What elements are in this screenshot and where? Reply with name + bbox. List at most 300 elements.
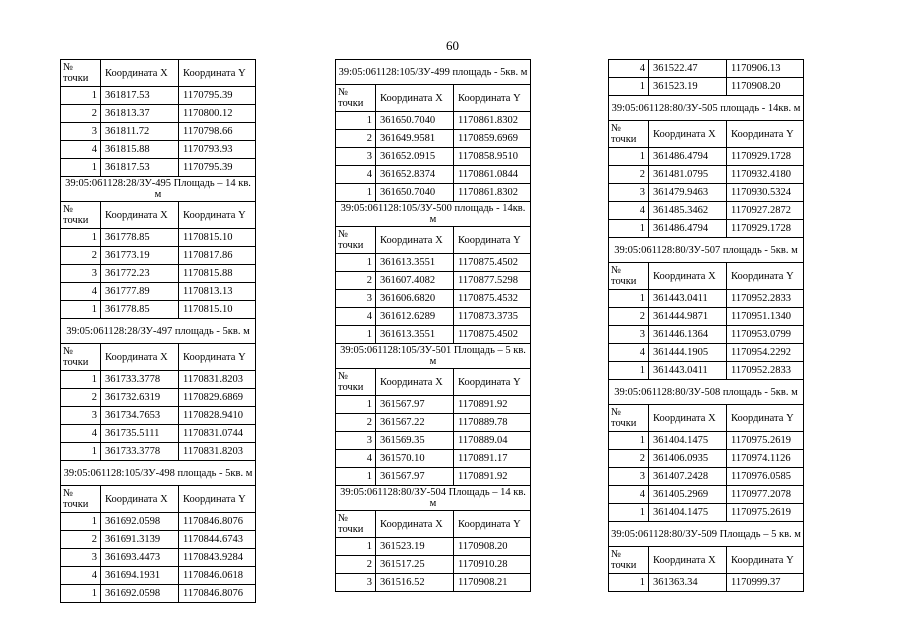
coordinate-y: 1170951.1340	[727, 308, 804, 326]
table-row	[336, 326, 531, 344]
point-number: 4	[609, 486, 649, 504]
header-coordinate-x: Координата X	[101, 202, 179, 229]
header-point-number: № точки	[61, 344, 101, 371]
coordinate-x: 361444.9871	[649, 308, 727, 326]
coordinate-y: 1170831.0744	[179, 425, 256, 443]
coordinate-x: 361778.85	[101, 229, 179, 247]
coordinate-x: 361650.7040	[376, 184, 454, 202]
coordinate-x: 361692.0598	[101, 513, 179, 531]
point-number: 2	[336, 414, 376, 432]
point-number: 4	[61, 141, 101, 159]
table-row	[61, 531, 256, 549]
header-coordinate-x: Координата X	[376, 369, 454, 396]
table-row	[336, 468, 531, 486]
header-coordinate-x: Координата X	[376, 85, 454, 112]
coordinate-x: 361570.10	[376, 450, 454, 468]
table-row	[61, 371, 256, 389]
coordinate-x: 361650.7040	[376, 112, 454, 130]
point-number: 3	[336, 290, 376, 308]
coordinate-y: 1170859.6969	[454, 130, 531, 148]
table-row	[336, 538, 531, 556]
table-row	[609, 290, 804, 308]
header-point-number: № точки	[61, 486, 101, 513]
header-coordinate-y: Координата Y	[454, 85, 531, 112]
header-coordinate-y: Координата Y	[179, 486, 256, 513]
table-row	[336, 396, 531, 414]
point-number: 1	[336, 326, 376, 344]
table-row	[609, 574, 804, 592]
table-row	[609, 60, 804, 78]
table-row	[336, 254, 531, 272]
point-number: 1	[609, 78, 649, 96]
coordinate-x: 361652.0915	[376, 148, 454, 166]
coordinate-y: 1170929.1728	[727, 148, 804, 166]
point-number: 1	[61, 159, 101, 177]
point-number: 1	[609, 504, 649, 522]
plot-title-row	[61, 319, 256, 344]
point-number: 1	[336, 184, 376, 202]
coordinate-x: 361569.35	[376, 432, 454, 450]
plot-title-row	[609, 238, 804, 263]
point-number: 1	[61, 87, 101, 105]
header-point-number: № точки	[61, 60, 101, 87]
plot-title: 39:05:061128:80/ЗУ-504 Площадь – 14 кв. м	[336, 486, 531, 511]
coordinate-y: 1170846.0618	[179, 567, 256, 585]
point-number: 3	[336, 432, 376, 450]
point-number: 1	[336, 254, 376, 272]
table-row	[336, 432, 531, 450]
coordinate-x: 361732.6319	[101, 389, 179, 407]
coordinate-x: 361733.3778	[101, 371, 179, 389]
coordinate-y: 1170798.66	[179, 123, 256, 141]
page-number: 60	[446, 38, 459, 53]
coordinate-y: 1170977.2078	[727, 486, 804, 504]
coordinate-y: 1170891.17	[454, 450, 531, 468]
table-row	[336, 184, 531, 202]
point-number: 2	[61, 389, 101, 407]
table-row	[61, 585, 256, 603]
coordinate-y: 1170908.20	[727, 78, 804, 96]
coordinate-x: 361649.9581	[376, 130, 454, 148]
plot-title: 39:05:061128:80/ЗУ-509 Площадь – 5 кв. м	[609, 522, 804, 547]
point-number: 3	[609, 468, 649, 486]
coordinate-y: 1170930.5324	[727, 184, 804, 202]
coordinate-y: 1170843.9284	[179, 549, 256, 567]
plot-title: 39:05:061128:80/ЗУ-508 площадь - 5кв. м	[609, 380, 804, 405]
point-number: 1	[61, 371, 101, 389]
header-coordinate-x: Координата X	[376, 511, 454, 538]
header-coordinate-x: Координата X	[649, 263, 727, 290]
coordinates-column-right	[608, 59, 804, 592]
table-row	[336, 450, 531, 468]
header-coordinate-y: Координата Y	[454, 369, 531, 396]
point-number: 1	[61, 443, 101, 461]
coordinate-y: 1170800.12	[179, 105, 256, 123]
coordinate-y: 1170910.28	[454, 556, 531, 574]
coordinate-x: 361567.22	[376, 414, 454, 432]
coordinate-y: 1170844.6743	[179, 531, 256, 549]
point-number: 3	[61, 123, 101, 141]
header-coordinate-y: Координата Y	[727, 405, 804, 432]
coordinate-y: 1170891.92	[454, 396, 531, 414]
plot-title: 39:05:061128:80/ЗУ-507 площадь - 5кв. м	[609, 238, 804, 263]
point-number: 4	[61, 567, 101, 585]
point-number: 4	[336, 308, 376, 326]
plot-title-row	[336, 60, 531, 85]
coordinate-x: 361444.1905	[649, 344, 727, 362]
coordinate-y: 1170861.8302	[454, 184, 531, 202]
point-number: 1	[61, 229, 101, 247]
table-header-row	[61, 486, 256, 513]
table-header-row	[336, 511, 531, 538]
table-row	[609, 78, 804, 96]
coordinate-y: 1170975.2619	[727, 432, 804, 450]
coordinate-y: 1170793.93	[179, 141, 256, 159]
coordinates-column-left	[60, 59, 256, 603]
coordinate-y: 1170889.78	[454, 414, 531, 432]
plot-title: 39:05:061128:105/ЗУ-499 площадь - 5кв. м	[336, 60, 531, 85]
header-coordinate-y: Координата Y	[454, 511, 531, 538]
coordinate-y: 1170815.88	[179, 265, 256, 283]
table-row	[61, 549, 256, 567]
header-coordinate-x: Координата X	[101, 344, 179, 371]
header-coordinate-x: Координата X	[101, 60, 179, 87]
coordinate-x: 361606.6820	[376, 290, 454, 308]
point-number: 4	[336, 450, 376, 468]
point-number: 3	[336, 148, 376, 166]
coordinate-x: 361407.2428	[649, 468, 727, 486]
coordinate-x: 361523.19	[376, 538, 454, 556]
plot-title: 39:05:061128:28/ЗУ-497 площадь - 5кв. м	[61, 319, 256, 344]
table-row	[336, 166, 531, 184]
coordinate-y: 1170927.2872	[727, 202, 804, 220]
coordinate-x: 361479.9463	[649, 184, 727, 202]
table-row	[609, 344, 804, 362]
point-number: 1	[336, 396, 376, 414]
coordinate-y: 1170861.8302	[454, 112, 531, 130]
table-row	[336, 290, 531, 308]
table-row	[61, 159, 256, 177]
plot-title: 39:05:061128:105/ЗУ-501 Площадь – 5 кв. м	[336, 344, 531, 369]
coordinate-x: 361522.47	[649, 60, 727, 78]
header-point-number: № точки	[609, 121, 649, 148]
coordinate-x: 361733.3778	[101, 443, 179, 461]
point-number: 4	[609, 202, 649, 220]
table-row	[61, 389, 256, 407]
point-number: 4	[61, 425, 101, 443]
coordinate-y: 1170975.2619	[727, 504, 804, 522]
coordinate-y: 1170795.39	[179, 87, 256, 105]
table-row	[609, 450, 804, 468]
table-row	[609, 184, 804, 202]
coordinate-y: 1170877.5298	[454, 272, 531, 290]
point-number: 3	[609, 184, 649, 202]
table-row	[61, 141, 256, 159]
coordinate-y: 1170846.8076	[179, 585, 256, 603]
coordinate-x: 361523.19	[649, 78, 727, 96]
table-row	[336, 308, 531, 326]
point-number: 1	[609, 290, 649, 308]
table-header-row	[336, 227, 531, 254]
plot-title: 39:05:061128:28/ЗУ-495 Площадь – 14 кв. м	[61, 177, 256, 202]
header-point-number: № точки	[336, 85, 376, 112]
coordinate-y: 1170829.6869	[179, 389, 256, 407]
coordinate-y: 1170817.86	[179, 247, 256, 265]
header-coordinate-y: Координата Y	[179, 202, 256, 229]
coordinate-y: 1170952.2833	[727, 362, 804, 380]
table-header-row	[336, 369, 531, 396]
header-coordinate-x: Координата X	[649, 121, 727, 148]
table-row	[336, 272, 531, 290]
header-coordinate-x: Координата X	[649, 405, 727, 432]
coordinate-y: 1170974.1126	[727, 450, 804, 468]
header-coordinate-y: Координата Y	[179, 344, 256, 371]
table-header-row	[61, 60, 256, 87]
coordinate-x: 361567.97	[376, 468, 454, 486]
table-row	[61, 87, 256, 105]
point-number: 2	[61, 105, 101, 123]
plot-title-row	[609, 380, 804, 405]
coordinate-x: 361517.25	[376, 556, 454, 574]
coordinate-x: 361486.4794	[649, 220, 727, 238]
point-number: 3	[336, 574, 376, 592]
table-header-row	[609, 121, 804, 148]
coordinates-column-middle	[335, 59, 531, 592]
table-row	[336, 130, 531, 148]
header-coordinate-y: Координата Y	[727, 263, 804, 290]
table-header-row	[609, 405, 804, 432]
point-number: 2	[61, 247, 101, 265]
coordinate-y: 1170831.8203	[179, 443, 256, 461]
table-row	[609, 486, 804, 504]
plot-title-row	[336, 202, 531, 227]
point-number: 2	[609, 450, 649, 468]
point-number: 4	[609, 60, 649, 78]
coordinate-x: 361404.1475	[649, 432, 727, 450]
table-header-row	[336, 85, 531, 112]
coordinate-y: 1170815.10	[179, 229, 256, 247]
coordinate-y: 1170976.0585	[727, 468, 804, 486]
coordinate-y: 1170813.13	[179, 283, 256, 301]
coordinate-x: 361443.0411	[649, 362, 727, 380]
point-number: 1	[609, 432, 649, 450]
table-row	[61, 513, 256, 531]
coordinate-x: 361811.72	[101, 123, 179, 141]
point-number: 2	[336, 556, 376, 574]
point-number: 4	[609, 344, 649, 362]
point-number: 1	[609, 362, 649, 380]
table-row	[61, 265, 256, 283]
table-header-row	[609, 547, 804, 574]
coordinate-x: 361773.19	[101, 247, 179, 265]
coordinate-x: 361817.53	[101, 87, 179, 105]
header-point-number: № точки	[336, 227, 376, 254]
point-number: 3	[61, 407, 101, 425]
point-number: 2	[336, 272, 376, 290]
table-row	[61, 301, 256, 319]
point-number: 1	[336, 468, 376, 486]
coordinate-y: 1170906.13	[727, 60, 804, 78]
coordinate-x: 361404.1475	[649, 504, 727, 522]
point-number: 1	[609, 220, 649, 238]
coordinate-y: 1170861.0844	[454, 166, 531, 184]
table-row	[609, 166, 804, 184]
coordinate-x: 361815.88	[101, 141, 179, 159]
coordinate-x: 361694.1931	[101, 567, 179, 585]
coordinate-x: 361405.2969	[649, 486, 727, 504]
point-number: 4	[336, 166, 376, 184]
header-coordinate-y: Координата Y	[179, 60, 256, 87]
plot-title-row	[336, 486, 531, 511]
table-header-row	[609, 263, 804, 290]
table-row	[61, 443, 256, 461]
coordinate-y: 1170828.9410	[179, 407, 256, 425]
coordinate-y: 1170873.3735	[454, 308, 531, 326]
table-row	[336, 414, 531, 432]
point-number: 1	[609, 148, 649, 166]
table-row	[336, 148, 531, 166]
header-coordinate-y: Координата Y	[727, 121, 804, 148]
coordinates-table	[608, 59, 804, 592]
header-coordinate-y: Координата Y	[727, 547, 804, 574]
plot-title: 39:05:061128:105/ЗУ-500 площадь - 14кв. м	[336, 202, 531, 227]
coordinate-y: 1170932.4180	[727, 166, 804, 184]
table-header-row	[61, 202, 256, 229]
table-row	[609, 202, 804, 220]
point-number: 1	[336, 538, 376, 556]
header-point-number: № точки	[609, 547, 649, 574]
plot-title: 39:05:061128:105/ЗУ-498 площадь - 5кв. м	[61, 461, 256, 486]
header-point-number: № точки	[609, 405, 649, 432]
plot-title-row	[61, 177, 256, 202]
point-number: 3	[61, 265, 101, 283]
plot-title-row	[336, 344, 531, 369]
coordinate-y: 1170952.2833	[727, 290, 804, 308]
coordinate-x: 361772.23	[101, 265, 179, 283]
header-point-number: № точки	[336, 369, 376, 396]
coordinate-y: 1170889.04	[454, 432, 531, 450]
coordinate-x: 361613.3551	[376, 254, 454, 272]
header-coordinate-x: Координата X	[101, 486, 179, 513]
coordinate-y: 1170953.0799	[727, 326, 804, 344]
table-header-row	[61, 344, 256, 371]
coordinates-table	[60, 59, 256, 603]
point-number: 1	[61, 585, 101, 603]
table-row	[609, 308, 804, 326]
coordinate-y: 1170875.4532	[454, 290, 531, 308]
table-row	[609, 362, 804, 380]
header-coordinate-x: Координата X	[376, 227, 454, 254]
point-number: 2	[61, 531, 101, 549]
table-row	[609, 148, 804, 166]
point-number: 3	[61, 549, 101, 567]
coordinate-y: 1170954.2292	[727, 344, 804, 362]
point-number: 1	[61, 301, 101, 319]
coordinate-x: 361516.52	[376, 574, 454, 592]
coordinate-y: 1170846.8076	[179, 513, 256, 531]
coordinate-x: 361692.0598	[101, 585, 179, 603]
coordinate-x: 361486.4794	[649, 148, 727, 166]
coordinate-x: 361813.37	[101, 105, 179, 123]
table-row	[61, 283, 256, 301]
table-row	[61, 247, 256, 265]
coordinate-y: 1170908.21	[454, 574, 531, 592]
coordinate-x: 361607.4082	[376, 272, 454, 290]
point-number: 2	[609, 166, 649, 184]
plot-title-row	[609, 522, 804, 547]
table-row	[61, 123, 256, 141]
header-point-number: № точки	[336, 511, 376, 538]
coordinate-y: 1170858.9510	[454, 148, 531, 166]
point-number: 4	[61, 283, 101, 301]
header-point-number: № точки	[609, 263, 649, 290]
coordinate-x: 361693.4473	[101, 549, 179, 567]
coordinate-x: 361613.3551	[376, 326, 454, 344]
coordinate-x: 361691.3139	[101, 531, 179, 549]
point-number: 1	[609, 574, 649, 592]
header-coordinate-y: Координата Y	[454, 227, 531, 254]
coordinate-y: 1170815.10	[179, 301, 256, 319]
table-row	[336, 112, 531, 130]
coordinate-x: 361485.3462	[649, 202, 727, 220]
coordinate-x: 361443.0411	[649, 290, 727, 308]
header-coordinate-x: Координата X	[649, 547, 727, 574]
coordinate-x: 361612.6289	[376, 308, 454, 326]
coordinate-x: 361567.97	[376, 396, 454, 414]
coordinate-x: 361777.89	[101, 283, 179, 301]
table-row	[336, 574, 531, 592]
coordinate-x: 361778.85	[101, 301, 179, 319]
table-row	[609, 468, 804, 486]
table-row	[61, 105, 256, 123]
table-row	[336, 556, 531, 574]
header-point-number: № точки	[61, 202, 101, 229]
coordinate-y: 1170795.39	[179, 159, 256, 177]
plot-title-row	[61, 461, 256, 486]
plot-title: 39:05:061128:80/ЗУ-505 площадь - 14кв. м	[609, 96, 804, 121]
point-number: 2	[336, 130, 376, 148]
point-number: 2	[609, 308, 649, 326]
coordinate-x: 361406.0935	[649, 450, 727, 468]
coordinate-x: 361652.8374	[376, 166, 454, 184]
coordinate-y: 1170891.92	[454, 468, 531, 486]
table-row	[61, 229, 256, 247]
coordinate-x: 361481.0795	[649, 166, 727, 184]
plot-title-row	[609, 96, 804, 121]
table-row	[609, 432, 804, 450]
coordinate-x: 361734.7653	[101, 407, 179, 425]
coordinate-x: 361817.53	[101, 159, 179, 177]
coordinate-x: 361446.1364	[649, 326, 727, 344]
coordinate-y: 1170999.37	[727, 574, 804, 592]
coordinate-x: 361735.5111	[101, 425, 179, 443]
coordinate-y: 1170875.4502	[454, 326, 531, 344]
coordinate-y: 1170929.1728	[727, 220, 804, 238]
coordinate-y: 1170908.20	[454, 538, 531, 556]
table-row	[61, 567, 256, 585]
coordinate-y: 1170875.4502	[454, 254, 531, 272]
table-row	[609, 504, 804, 522]
table-row	[61, 425, 256, 443]
table-row	[61, 407, 256, 425]
coordinate-y: 1170831.8203	[179, 371, 256, 389]
table-row	[609, 326, 804, 344]
point-number: 1	[336, 112, 376, 130]
table-row	[609, 220, 804, 238]
coordinates-table	[335, 59, 531, 592]
point-number: 3	[609, 326, 649, 344]
point-number: 1	[61, 513, 101, 531]
